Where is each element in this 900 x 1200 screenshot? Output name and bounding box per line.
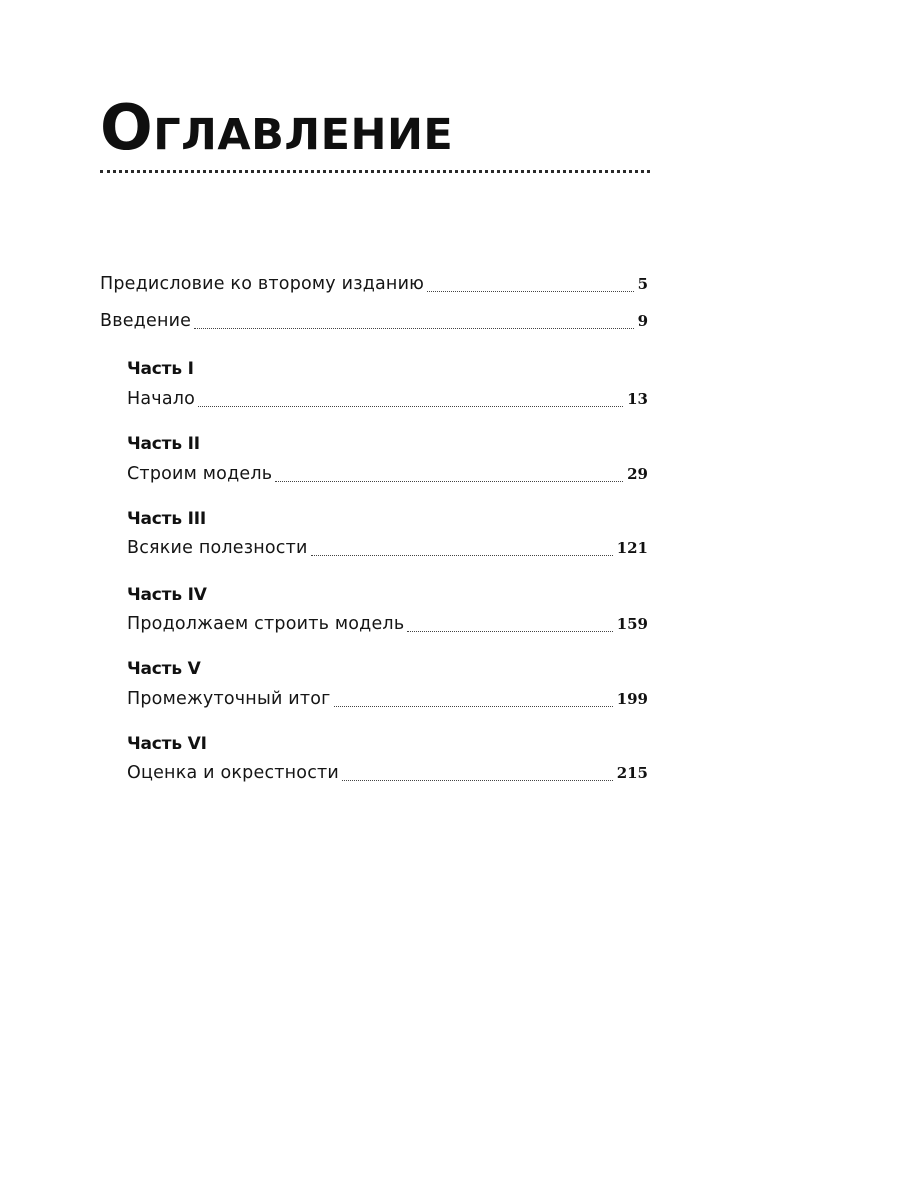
toc-entry-label: Начало: [127, 389, 196, 409]
toc-entry-introduction[interactable]: [100, 306, 648, 336]
toc-entry-page: 29: [627, 465, 648, 483]
toc-entry-label: Введение: [100, 311, 192, 331]
toc-entry-label: Строим модель: [127, 464, 273, 484]
dot-leader: [334, 706, 613, 707]
toc-entry-part-3[interactable]: [127, 533, 648, 563]
toc-entry-part-1[interactable]: [127, 384, 648, 414]
toc-entry-label: Всякие полезности: [127, 538, 308, 558]
part-heading: Часть I: [127, 359, 194, 379]
part-heading: Часть VI: [127, 734, 207, 754]
part-heading: Часть IV: [127, 585, 207, 605]
dot-leader: [407, 631, 612, 632]
toc-entry-label: Промежуточный итог: [127, 689, 331, 709]
toc-entry-part-6[interactable]: [127, 758, 648, 788]
part-heading: Часть II: [127, 434, 200, 454]
part-heading: Часть III: [127, 509, 206, 529]
dot-leader: [311, 555, 613, 556]
dot-leader: [198, 406, 623, 407]
toc-entry-label: Предисловие ко второму изданию: [100, 274, 425, 294]
toc-entry-page: 9: [637, 312, 648, 330]
toc-entry-page: 215: [616, 764, 648, 782]
dot-leader: [194, 328, 633, 329]
dot-leader: [275, 481, 623, 482]
toc-entry-label: Продолжаем строить модель: [127, 614, 405, 634]
dot-leader: [342, 780, 613, 781]
toc-entry-label: Оценка и окрестности: [127, 763, 339, 783]
toc-entry-page: 199: [616, 690, 648, 708]
toc-entry-page: 159: [616, 615, 648, 633]
toc-entry-page: 13: [627, 390, 648, 408]
toc-entry-part-4[interactable]: [127, 609, 648, 639]
toc-entry-page: 5: [637, 275, 648, 293]
toc-entry-preface[interactable]: [100, 269, 648, 299]
toc-entry-part-2[interactable]: [127, 459, 648, 489]
toc-entry-part-5[interactable]: [127, 684, 648, 714]
page-title: Оглавление: [100, 91, 454, 164]
dot-leader: [427, 291, 633, 292]
part-heading: Часть V: [127, 659, 201, 679]
toc-entry-page: 121: [616, 539, 648, 557]
